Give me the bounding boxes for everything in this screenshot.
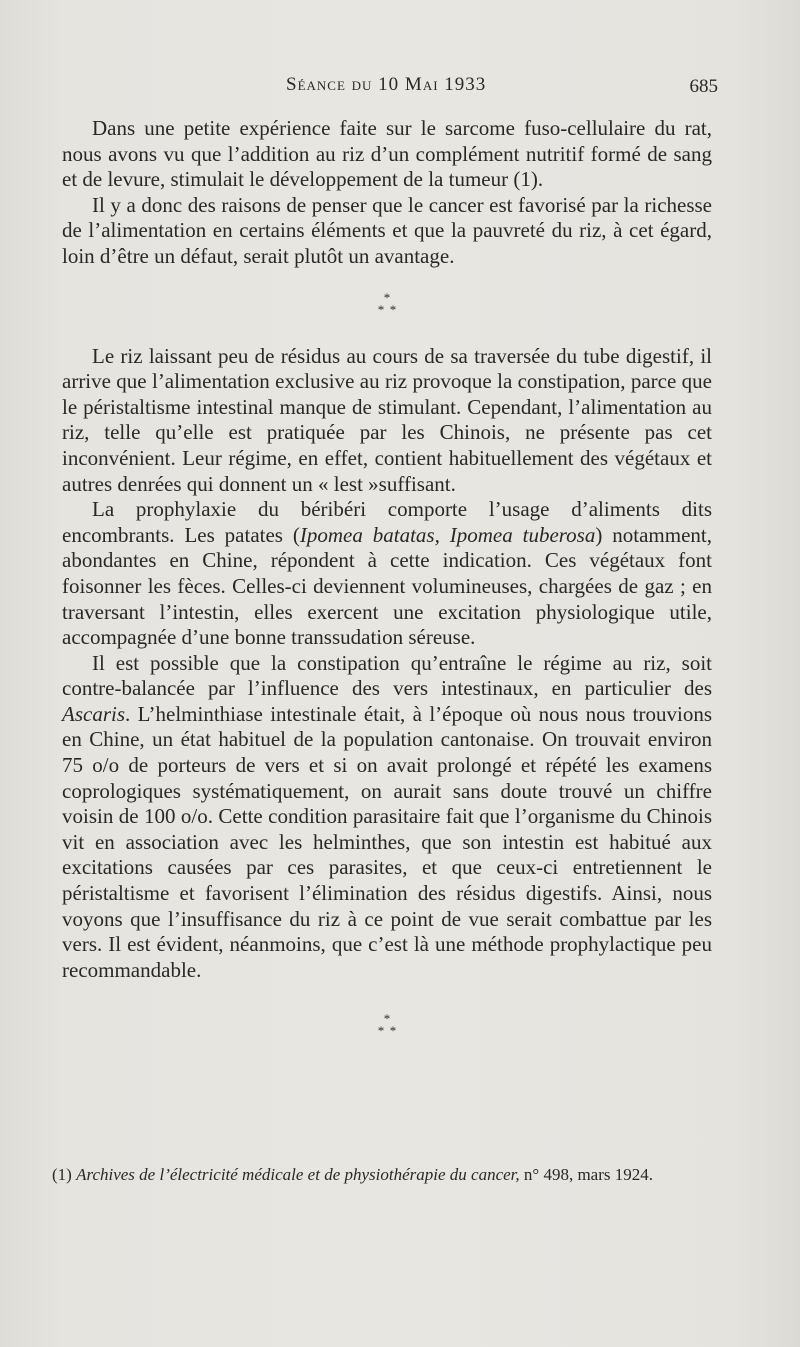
paragraph-4-text-b: ) notamment, abondantes en Chine, répondent à cette indication. Ces végétaux font foisonner les fèces. Celles-ci deviennent volumineuses, chargées de gaz ; en traversant l’intestin, elles exercent une excitation physiologique utile, accompagnée d’une bonne transsudation séreuse. <box>62 522 712 650</box>
paragraph-5-text-b: . L’helminthiase intestinale était, à l’époque où nous nous trouvions en Chine, un état habituel de la population cantonaise. On trouvait environ 75 o/o de porteurs de vers et si on avait prolongé et répété les examens coprologiques systématiquement, on aurait sans doute trouvé un chiffre voisin de 100 o/o. Cette condition parasitaire fait que l’organisme du Chinois vit en association avec les helminthes, que son intestin est habitué aux excitations causées par ces parasites, et que ceux-ci entretiennent le péristaltisme et favorisent l’élimination des résidus digestifs. Ainsi, nous voyons que l’insuffisance du riz à ce point de vue serait combattue par les vers. Il est évident, néanmoins, que c’est là une méthode prophylactique peu recommandable. <box>62 701 712 982</box>
paragraph-1: Dans une petite expérience faite sur le sarcome fuso-cellulaire du rat, nous avons vu que l’addition au riz d’un complément nutritif formé de sang et de levure, stimulait le développement de la tumeur (1). <box>62 116 712 192</box>
footnote <box>52 1164 712 1185</box>
asterism-1 <box>62 289 712 317</box>
asterism-star: * <box>383 289 391 305</box>
page-number: 685 <box>689 76 718 97</box>
paragraph-4 <box>62 497 712 651</box>
paragraph-3: Le riz laissant peu de résidus au cours de sa traversée du tube digestif, il arrive que l’alimentation exclusive au riz provoque la constipation, parce que le péristaltisme intestinal manque de stimulant. Cependant, l’alimentation au riz, telle qu’elle est pratiquée par les Chinois, ne présente pas cet inconvénient. Leur régime, en effet, contient habituellement des végétaux et autres denrées qui donnent un « lest »suffisant. <box>62 343 712 496</box>
asterism-2 <box>62 1013 712 1037</box>
paragraph-5-genus: Ascaris <box>62 701 125 726</box>
paragraph-2: Il y a donc des raisons de penser que le cancer est favorisé par la richesse de l’alimentation en certains éléments et que la pauvreté du riz, à cet égard, loin d’être un défaut, serait plutôt un avantage. <box>62 192 712 268</box>
asterism-star: * <box>389 301 397 317</box>
footnote-title: Archives de l’électricité médicale et de physiothérapie du cancer, <box>76 1165 520 1184</box>
paragraph-4-species: Ipomea batatas, Ipomea tuberosa <box>299 522 596 547</box>
running-title: Séance du 10 Mai 1933 <box>286 74 487 95</box>
asterism-star: * <box>389 1023 397 1039</box>
main-text <box>62 116 712 1037</box>
footnote-reference: n° 498, mars 1924. <box>523 1165 653 1184</box>
paragraph-4-text-a: La prophylaxie du béribéri comporte l’usage d’aliments dits encombrants. Les patates ( <box>62 497 712 547</box>
paragraph-5-text-a: Il est possible que la constipation qu’entraîne le régime au riz, soit contre-balancée par l’influence des vers intestinaux, en particulier des <box>62 650 712 701</box>
page-header <box>60 74 718 102</box>
asterism-star: * <box>383 1011 391 1027</box>
asterism-star: * <box>377 1023 385 1039</box>
asterism-star: * <box>377 301 385 317</box>
footnote-mark: (1) <box>52 1165 72 1184</box>
paragraph-5 <box>62 651 712 984</box>
